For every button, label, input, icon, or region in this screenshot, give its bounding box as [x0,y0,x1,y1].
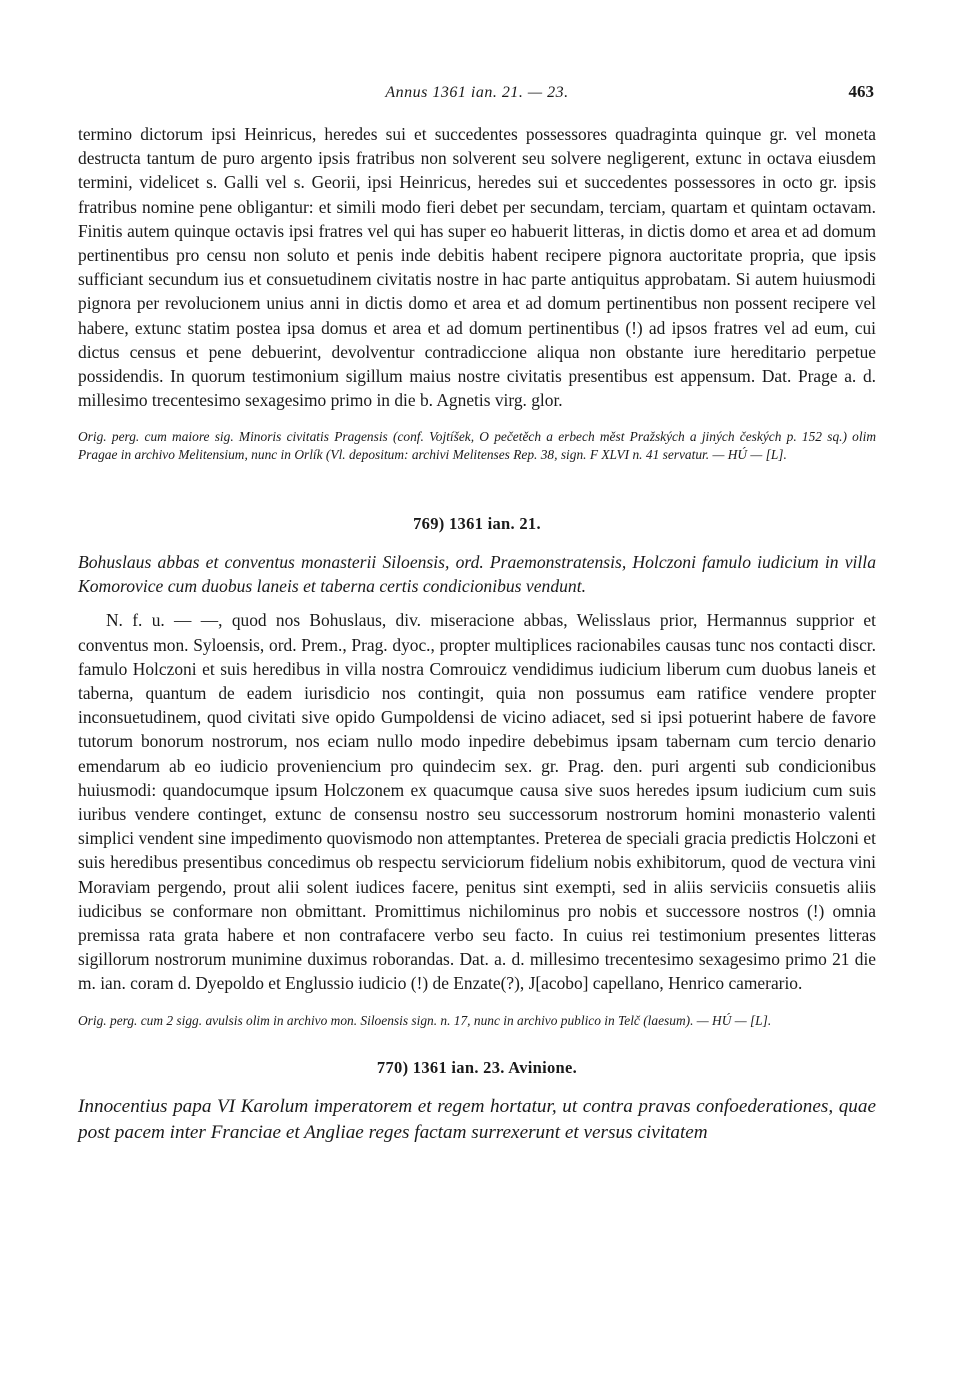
document-769-note: Orig. perg. cum 2 sigg. avulsis olim in archivo mon. Siloensis sign. n. 17, nunc in archivo publico in Telč (laesum). — HÚ — [L]. [78,1012,772,1028]
document-768-continuation: termino dictorum ipsi Heinricus, heredes sui et succedentes possessores quadraginta quinque gr. vel moneta destructa tantum de puro argento ipsis fratribus non solverent seu solvere negligerent, extunc in octava eiusdem termini, videlicet s. Galli vel s. Georii, ipsi Heinricus, heredes sui et succedentes possessores in octo gr. ipsis fratribus nomine pene obligantur: et simili modo fieri debet per secundam, terciam, quartam et quintam octavam. Finitis autem quinque octavis ipsi fratres vel qui has super eo habuerit litteras, in dictis domo et area et ad domum pertinentibus pro censu non soluto et penis inde debitis habent recipere pignora auctoritate propria, que ipsis sufficiant secundum ius et consuetudinem civitatis nostre in hac parte antiquitus approbatam. Si autem huiusmodi pignora per revolucionem unius anni in dictis domo et area et ad domum pertinentibus non possent recipere vel habere, extunc statim postea ipsa domus et area et ad domum pertinentibus (!) ad ipsos fratres vel ad eum, cui dictus census et pene debuerint, devolventur contradiccione aliqua non obstante iure hereditario perpetue possidendis. In quorum testimonium sigillum maius nostre civitatis presentibus est appensum. Dat. Prage a. d. millesimo trecentesimo sexagesimo primo in die b. Agnetis virg. glor. [78,124,876,411]
page-header [78,82,876,108]
document-769-text: N. f. u. — —, quod nos Bohuslaus, div. miseracione abbas, Welisslaus prior, Hermannus supprior et conventus mon. Syloensis, ord. Prem., Prag. dyoc., propter multiplices racionabiles causas tunc nos contacti discr. famulo Holczoni et suis heredibus in villa nostra Comrouicz vendidimus iudicium liberum cum duobus laneis et taberna, quantum de eadem iurisdicio nos contingit, quia non possumus eam ratifice vendere propter inconsuetudinem, quod civitati sive opido Gumpoldensi de vicino adiacet, sed si ipsi potuerint habere de favore tutorum bonorum nostrorum, nos eciam nullo modo inpedire debebimus ipsam tabernam cum tercio denario emendarum ab eo iudicio proveniencium pro quindecim sex. gr. Prag. den. puri argenti sub condicionibus huiusmodi: quandocumque ipsum Holczonem ex quacumque causa sive suos heredes ipsum iudicium cum suis iuribus vendere continget, extunc de consensu nostro seu successorum nostrorum homini monasterio valenti simplici vendent sine impedimento quovismodo non attemptantes. Preterea de speciali gracia predictis Holczoni et suis heredibus presentibus concedimus ob respectu serviciorum fidelium nobis exhibitorum, quod de vectura vini Moraviam pergendo, prout alii solent iudices facere, penitus sint exempti, sed in aliis serviciis consuetis aliis iudicibus se conformare non obmittant. Promittimus nichilominus pro nobis et successore nostros (!) omnia premissa rata grata habere et non contrafacere verbo seu facto. In cuius rei testimonium presentes litteras sigillorum nostrorum munimine duximus roborandas. Dat. a. d. millesimo trecentesimo sexagesimo primo 21 die m. ian. coram d. Dyepoldo et Englussio iudicio (!) de Enzate(?), J[acobo] capellano, Henrico camerario. [78,610,876,994]
page [78,82,876,1146]
document-770-summary: Innocentius papa VI Karolum imperatorem et regem hortatur, ut contra pravas confoederationes, quae post pacem inter Franciae et Angliae reges factam surrexerunt et versus civitatem [78,1095,876,1143]
document-770-heading: 770) 1361 ian. 23. Avinione. [376,1057,578,1077]
document-769-summary: Bohuslaus abbas et conventus monasterii Siloensis, ord. Praemonstratensis, Holczoni famulo iudicium in villa Komorovice cum duobus laneis et taberna certis condicionibus vendunt. [78,552,876,597]
page-number: 463 [848,82,874,101]
running-title: Annus 1361 ian. 21. — 23. [385,84,569,101]
document-769-heading: 769) 1361 ian. 21. [413,514,541,534]
document-768-note: Orig. perg. cum maiore sig. Minoris civitatis Pragensis (conf. Vojtíšek, O pečetěch a erbech měst Pražských a jiných českých p. 152 sq.) olim Pragae in archivo Melitensium, nunc in Orlík (Vl. depositum: archivi Melitenses Rep. 38, sign. F XLVI n. 41 servatur. — HÚ — [L]. [78,429,876,463]
